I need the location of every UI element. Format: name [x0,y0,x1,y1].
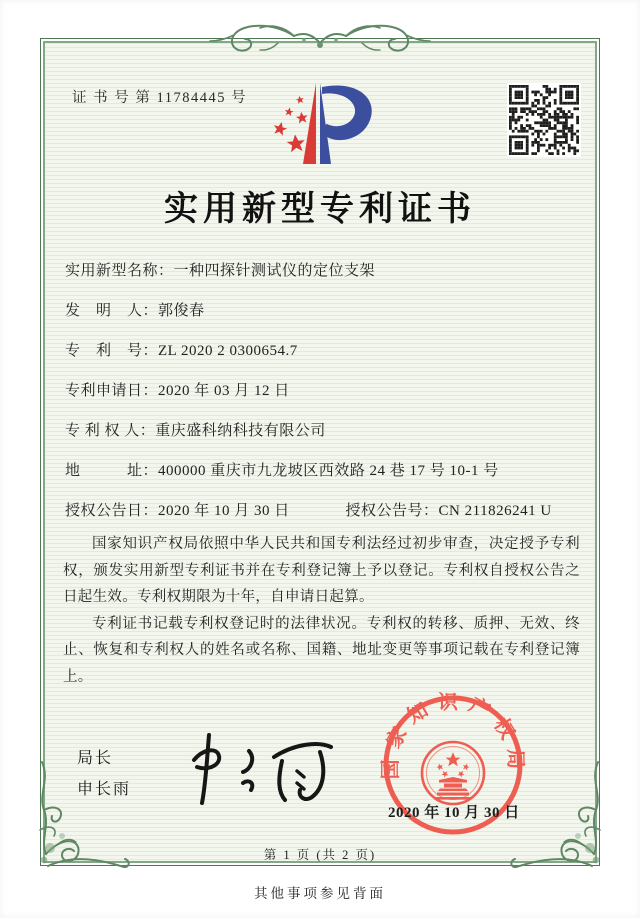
field-filing-date [65,379,585,403]
top-flourish-ornament-icon [208,16,432,64]
field-label: 地 址： [65,463,159,479]
back-side-note: 其他事项参见背面 [254,886,386,901]
qr-code [507,83,581,157]
handwritten-signature-icon [178,726,343,814]
qr-pattern [509,85,579,155]
field-value: 郭俊春 [158,303,205,319]
grant-date-value: 2020 年 10 月 30 日 [158,503,290,519]
field-address [65,459,585,483]
field-value: 重庆盛科纳科技有限公司 [155,423,326,439]
field-patentee [65,419,585,443]
legal-text-block [63,531,580,690]
field-patent-number [65,339,585,363]
field-label: 实用新型名称： [65,263,174,279]
field-grant-info [65,499,585,523]
page-number: 第 1 页 (共 2 页) [263,848,377,862]
seal-date: 2020 年 10 月 30 日 [388,805,520,821]
field-label: 专利申请日： [65,383,159,399]
field-value: 一种四探针测试仪的定位支架 [173,263,376,279]
national-emblem [422,742,484,804]
svg-text:国家知识产权局 [379,691,527,780]
certificate-title: 实用新型专利证书 [164,191,476,228]
cnipa-logo-icon [252,78,390,170]
ornament-center-dot [317,42,323,48]
field-list [65,259,585,539]
grant-date-label: 授权公告日： [65,503,159,519]
field-label: 专 利 权 人： [65,423,156,439]
field-value: 2020 年 03 月 12 日 [158,383,290,399]
seal-text: 国家知识产权局 [379,691,527,780]
certificate-number: 证 书 号 第 11784445 号 [72,90,248,106]
grant-number-value: CN 211826241 U [438,503,552,519]
grant-number-label: 授权公告号： [345,503,439,519]
field-value: 400000 重庆市九龙坡区西效路 24 巷 17 号 10-1 号 [158,463,499,479]
field-label: 发 明 人： [65,303,159,319]
legal-paragraph-2: 专利证书记载专利权登记时的法律状况。专利权的转移、质押、无效、终止、恢复和专利权人的姓名或名称、国籍、地址变更等事项记载在专利登记簿上。 [63,615,580,685]
field-value: ZL 2020 2 0300654.7 [158,343,298,359]
field-utility-model-name [65,259,585,283]
field-inventor [65,299,585,323]
legal-paragraph-1: 国家知识产权局依照中华人民共和国专利法经过初步审查，决定授予专利权，颁发实用新型专利证书并在专利登记簿上予以登记。专利权自授权公告之日起生效。专利权期限为十年，自申请日起算。 [63,536,580,605]
field-label: 专 利 号： [65,343,159,359]
director-block [77,745,131,807]
director-title: 局长 [77,750,114,767]
director-name: 申长雨 [77,781,132,798]
